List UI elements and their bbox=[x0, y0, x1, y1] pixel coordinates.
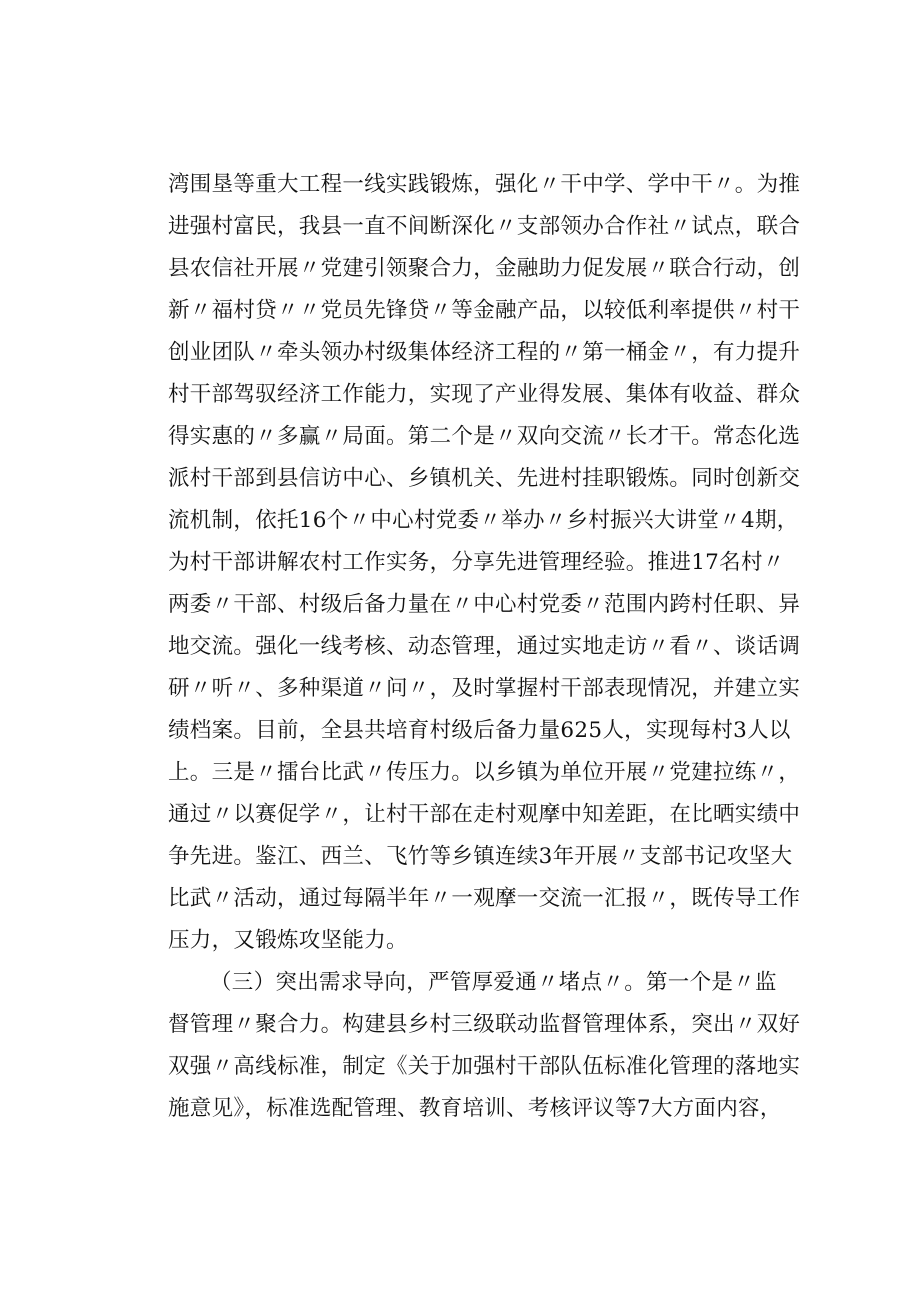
text-line: 村干部驾驭经济工作能力，实现了产业得发展、集体有收益、群众 bbox=[168, 382, 801, 407]
text-line: 流机制，依托16个〃中心村党委〃举办〃乡村振兴大讲堂〃4期， bbox=[168, 508, 799, 533]
text-line: 比武〃活动，通过每隔半年〃一观摩一交流一汇报〃，既传导工作 bbox=[168, 886, 801, 911]
text-line: 创业团队〃牵头领办村级集体经济工程的〃第一桶金〃，有力提升 bbox=[168, 340, 801, 365]
text-line: 双强〃高线标准，制定《关于加强村干部队伍标准化管理的落地实 bbox=[168, 1054, 801, 1079]
text-line: 地交流。强化一线考核、动态管理，通过实地走访〃看〃、谈话调 bbox=[168, 634, 801, 659]
text-line: 压力，又锻炼攻坚能力。 bbox=[168, 928, 408, 953]
text-line: 得实惠的〃多赢〃局面。第二个是〃双向交流〃长才干。常态化选 bbox=[168, 424, 801, 449]
text-line: 县农信社开展〃党建引领聚合力，金融助力促发展〃联合行动，创 bbox=[168, 256, 801, 281]
text-line: 湾围垦等重大工程一线实践锻炼，强化〃干中学、学中干〃。为推 bbox=[168, 172, 801, 197]
text-line: 进强村富民，我县一直不间断深化〃支部领办合作社〃试点，联合 bbox=[168, 214, 801, 239]
text-line: 绩档案。目前，全县共培育村级后备力量625人，实现每村3人以 bbox=[168, 718, 791, 743]
text-line: 上。三是〃擂台比武〃传压力。以乡镇为单位开展〃党建拉练〃， bbox=[168, 760, 801, 785]
section-heading-line: （三）突出需求导向，严管厚爱通〃堵点〃。第一个是〃监 bbox=[210, 970, 777, 995]
text-line: 为村干部讲解农村工作实务，分享先进管理经验。推进17名村〃 bbox=[168, 550, 785, 575]
text-line: 派村干部到县信访中心、乡镇机关、先进村挂职锻炼。同时创新交 bbox=[168, 466, 801, 491]
text-line: 通过〃以赛促学〃，让村干部在走村观摩中知差距，在比晒实绩中 bbox=[168, 802, 801, 827]
text-line: 争先进。鉴江、西兰、飞竹等乡镇连续3年开展〃支部书记攻坚大 bbox=[168, 844, 793, 869]
text-line: 督管理〃聚合力。构建县乡村三级联动监督管理体系，突出〃双好 bbox=[168, 1012, 801, 1037]
text-line: 新〃福村贷〃〃党员先锋贷〃等金融产品，以较低利率提供〃村干 bbox=[168, 298, 801, 323]
text-line: 两委〃干部、村级后备力量在〃中心村党委〃范围内跨村任职、异 bbox=[168, 592, 801, 617]
text-line: 施意见》，标准选配管理、教育培训、考核评议等7大方面内容， bbox=[168, 1096, 782, 1121]
text-line: 研〃听〃、多种渠道〃问〃，及时掌握村干部表现情况，并建立实 bbox=[168, 676, 801, 701]
